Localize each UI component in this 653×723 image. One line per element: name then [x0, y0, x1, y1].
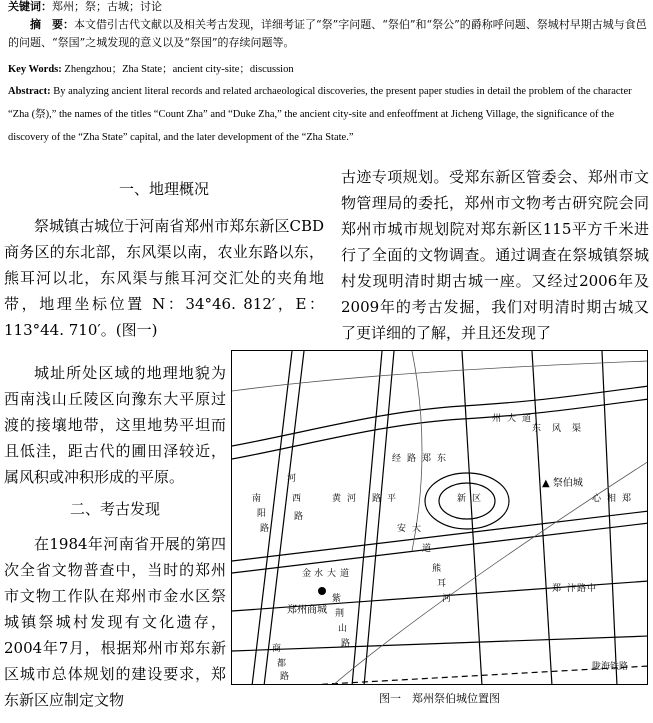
- map-place-label: 南: [252, 494, 262, 504]
- map-minor-road: [412, 351, 422, 551]
- map-place-label: 路: [341, 639, 351, 649]
- section1-paragraph2: 城址所处区域的地理地貌为西南浅山丘陵区向豫东大平原过渡的接壤地带，这里地势平坦而且低洼，距古代的圃田泽较近，属风积或冲积形成的平原。: [4, 364, 226, 486]
- map-place-label: 河: [347, 494, 357, 504]
- abstract-cn: [8, 16, 648, 52]
- abstract-en-label: Abstract:: [8, 86, 51, 97]
- location-map: [231, 350, 648, 685]
- map-place-label: 东: [532, 424, 542, 434]
- map-rail-label: 陇海铁路: [592, 662, 629, 672]
- map-site-label: ▲ 祭伯城: [542, 478, 583, 489]
- map-place-label: 郑: [552, 584, 562, 594]
- map-place-labels: [252, 412, 631, 682]
- map-road: [364, 351, 397, 685]
- map-place-label: 大: [412, 524, 422, 534]
- map-place-label: 商: [272, 644, 282, 654]
- map-place-label: 都: [277, 659, 287, 669]
- figure-caption: 图一 郑州祭伯城位置图: [379, 692, 500, 705]
- map-place-label: 黄: [332, 494, 342, 504]
- map-place-label: 大: [327, 569, 337, 579]
- map-cbd-inner-ring: [439, 483, 495, 519]
- map-place-label: 风: [552, 424, 562, 434]
- map-place-label: 道: [422, 544, 432, 554]
- keywords-text: 郑州；祭；古城；讨论: [52, 0, 162, 13]
- right-column-paragraph: 古迹专项规划。受郑东新区管委会、郑州市文物管理局的委托，郑州市文物考古研究院会同郑州市城市规划院对郑东新区115平方千米进行了全面的文物调查。通过调查在祭城镇祭城村发现明清时期古城一座。又经过2006年及2009年的考古发掘，我们对明清时期古城又了更详细的了解，并且还发现了: [341, 168, 649, 342]
- map-cbd-ring: [425, 473, 509, 529]
- map-road: [232, 386, 648, 446]
- map-place-label: 道: [340, 569, 350, 579]
- map-place-label: 新: [457, 494, 467, 504]
- map-place-label: 心: [592, 494, 602, 504]
- map-place-label: 渠: [572, 424, 582, 434]
- abstract-cn-label: 摘 要：: [30, 18, 74, 31]
- map-place-label: 相: [607, 494, 617, 504]
- map-place-label: 山: [338, 624, 348, 634]
- section1-paragraph: 祭城镇古城位于河南省郑州市郑东新区CBD商务区的东北部，东风渠以南，农业东路以东，熊耳河以北，东风渠与熊耳河交汇处的夹角地带，地理坐标位置 N：34°46. 812′，E：113°44. 710′。(图一): [4, 217, 324, 339]
- map-place-label: 耳: [437, 579, 447, 589]
- right-column: [341, 164, 649, 346]
- map-place-label: 金: [302, 569, 312, 579]
- map-road: [532, 351, 552, 685]
- section2-title: 二、考古发现: [69, 500, 160, 518]
- keywords-line: [8, 0, 162, 14]
- map-svg: [232, 351, 648, 685]
- map-place-label: 河: [442, 594, 452, 604]
- map-place-label: 紫: [332, 594, 342, 604]
- map-place-label: 中: [587, 584, 597, 594]
- map-place-label: 州: [492, 414, 502, 424]
- map-place-label: 西: [292, 494, 302, 504]
- abstract-cn-text: 本文借引古代文献以及相关考古发现，详细考证了“祭”字问题、“祭伯”和“祭公”的爵称呼问题、祭城村早期古城与食邑的问题、“祭国”之城发现的意义以及“祭国”的存续问题等。: [8, 18, 647, 49]
- section2-paragraph: 在1984年河南省开展的第四次全省文物普查中，当时的郑州市文物工作队在郑州市金水区祭城镇祭城村发现有文化遗存，2004年7月，根据郑州市郑东新区城市总体规划的建设要求，郑东新区应制定文物: [4, 535, 226, 709]
- map-place-label: 平: [387, 494, 397, 504]
- keywords-en-label: Key Words:: [8, 64, 62, 75]
- keywords-en-text: Zhengzhou；Zha State；ancient city-site；discussion: [64, 64, 294, 75]
- map-place-label: 河: [287, 474, 297, 484]
- map-road: [602, 351, 617, 685]
- zhengzhou-shangcheng-marker: [318, 587, 326, 595]
- section1-paragraph2-wrap: [4, 360, 226, 713]
- map-place-label: 区: [472, 494, 482, 504]
- map-place-label: 郑: [622, 494, 632, 504]
- map-place-label: 安: [397, 524, 407, 534]
- map-place-label: 路: [577, 584, 587, 594]
- map-place-label: 阳: [257, 509, 267, 519]
- keywords-en-line: [8, 62, 648, 78]
- map-place-label: 熊: [432, 564, 442, 574]
- map-place-label: 汴: [567, 584, 577, 594]
- map-place-label: 东: [437, 454, 447, 464]
- map-place-label: 水: [314, 569, 324, 579]
- abstract-en-text: By analyzing ancient literal records and related archaeological discoveries, the present paper studies in detail the problem of the character “Zha (祭),” the names of the titles “Count Zha” and “Duke Zha,” the ancient city-site and enfeoffment at Jicheng Village, the significance of the discovery of the “Zha State” capital, and the later development of the “Zha State.”: [8, 86, 632, 143]
- map-place-label: 郑: [422, 454, 432, 464]
- map-place-label: 路: [294, 512, 304, 522]
- map-road: [462, 351, 482, 685]
- map-place-label: 经: [392, 454, 402, 464]
- map-place-label: 路: [372, 494, 382, 504]
- map-river: [232, 361, 648, 391]
- map-road: [352, 351, 382, 685]
- keywords-label: 关键词：: [8, 0, 52, 13]
- map-place-label: 路: [280, 672, 290, 682]
- map-road: [232, 636, 648, 651]
- map-place-label: 荆: [335, 609, 345, 619]
- abstract-en: [8, 80, 648, 149]
- section1-title: 一、地理概况: [118, 180, 209, 198]
- map-city-label: 郑州商城: [287, 605, 327, 616]
- section1: [4, 178, 324, 343]
- map-place-label: 道: [522, 414, 532, 424]
- map-place-label: 路: [260, 524, 270, 534]
- map-place-label: 大: [507, 414, 517, 424]
- map-place-label: 路: [407, 454, 417, 464]
